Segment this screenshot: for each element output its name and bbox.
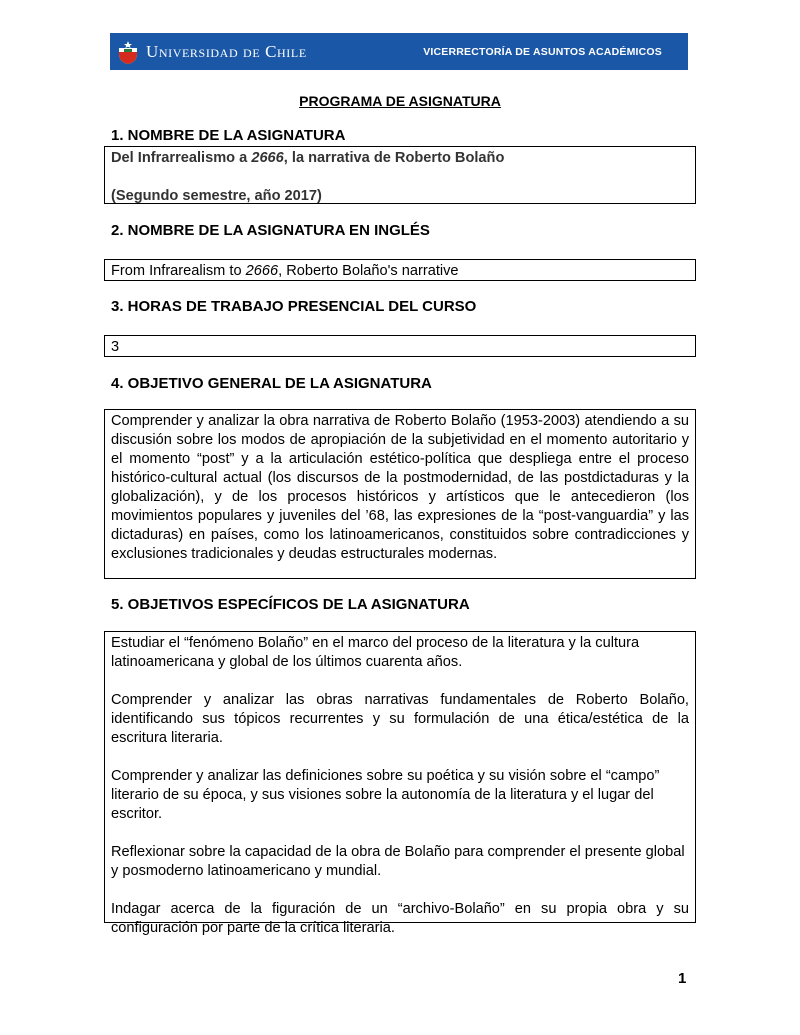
specific-objective-1: Estudiar el “fenómeno Bolaño” en el marco del proceso de la literatura y la cultura latinoamericana y global de los últimos cuarenta años. [111,635,640,670]
university-logo [118,39,307,65]
university-name: Universidad de Chile [146,41,307,61]
section-5-heading: 5. OBJETIVOS ESPECÍFICOS DE LA ASIGNATURA [111,596,470,613]
page-title: PROGRAMA DE ASIGNATURA [299,93,501,109]
office-name: VICERRECTORÍA DE ASUNTOS ACADÉMICOS [423,45,662,58]
section-3-heading: 3. HORAS DE TRABAJO PRESENCIAL DEL CURSO [111,298,477,315]
general-objective-text: Comprender y analizar la obra narrativa de Roberto Bolaño (1953-2003) atendiendo a su discusión sobre los modos de apropiación de la subjetividad en el momento autoritario y el momento “post” y a la articulación estético-política que despliega entre el proceso histórico-cultural actual (los discursos de la postmodernidad, de las postdictaduras y la globalización), y de los procesos históricos y artísticos que le antecedieron (los movimientos populares y juveniles del ’68, las expresiones de la “post-vanguardia” y las dictaduras) en países, como los latinoamericanos, constituidos sobre contradicciones y exclusiones tradicionales y deudas estructurales modernas. [111,413,689,562]
section-2-heading: 2. NOMBRE DE LA ASIGNATURA EN INGLÉS [111,222,430,239]
general-objective-box [104,409,696,579]
section-1-heading: 1. NOMBRE DE LA ASIGNATURA [111,127,346,144]
hours-box [104,335,696,357]
course-name-box [104,146,696,204]
hours-value: 3 [111,339,120,355]
specific-objectives-box [104,631,696,936]
university-shield-icon [118,39,138,65]
course-name: Del Infrarrealismo a 2666, la narrativa de Roberto Bolaño [111,150,505,166]
english-name-box [104,259,696,281]
specific-objective-4: Reflexionar sobre la capacidad de la obra de Bolaño para comprender el presente global y posmoderno latinoamericano y mundial. [111,844,685,879]
specific-objective-3: Comprender y analizar las definiciones sobre su poética y su visión sobre el “campo” literario de su época, y sus visiones sobre la autonomía de la literatura y el lugar del escritor. [111,768,660,822]
specific-objective-5: Indagar acerca de la figuración de un “archivo-Bolaño” en su propia obra y su configuración por parte de la crítica literaria. [111,901,689,936]
specific-objective-2: Comprender y analizar las obras narrativas fundamentales de Roberto Bolaño, identificando sus tópicos recurrentes y su formulación de una ética/estética de la escritura literaria. [111,692,689,746]
course-name-english: From Infrarealism to 2666, Roberto Bolaño's narrative [111,263,459,279]
page-number: 1 [678,970,687,987]
section-4-heading: 4. OBJETIVO GENERAL DE LA ASIGNATURA [111,375,432,392]
course-semester: (Segundo semestre, año 2017) [111,188,322,204]
header-banner [110,33,688,70]
